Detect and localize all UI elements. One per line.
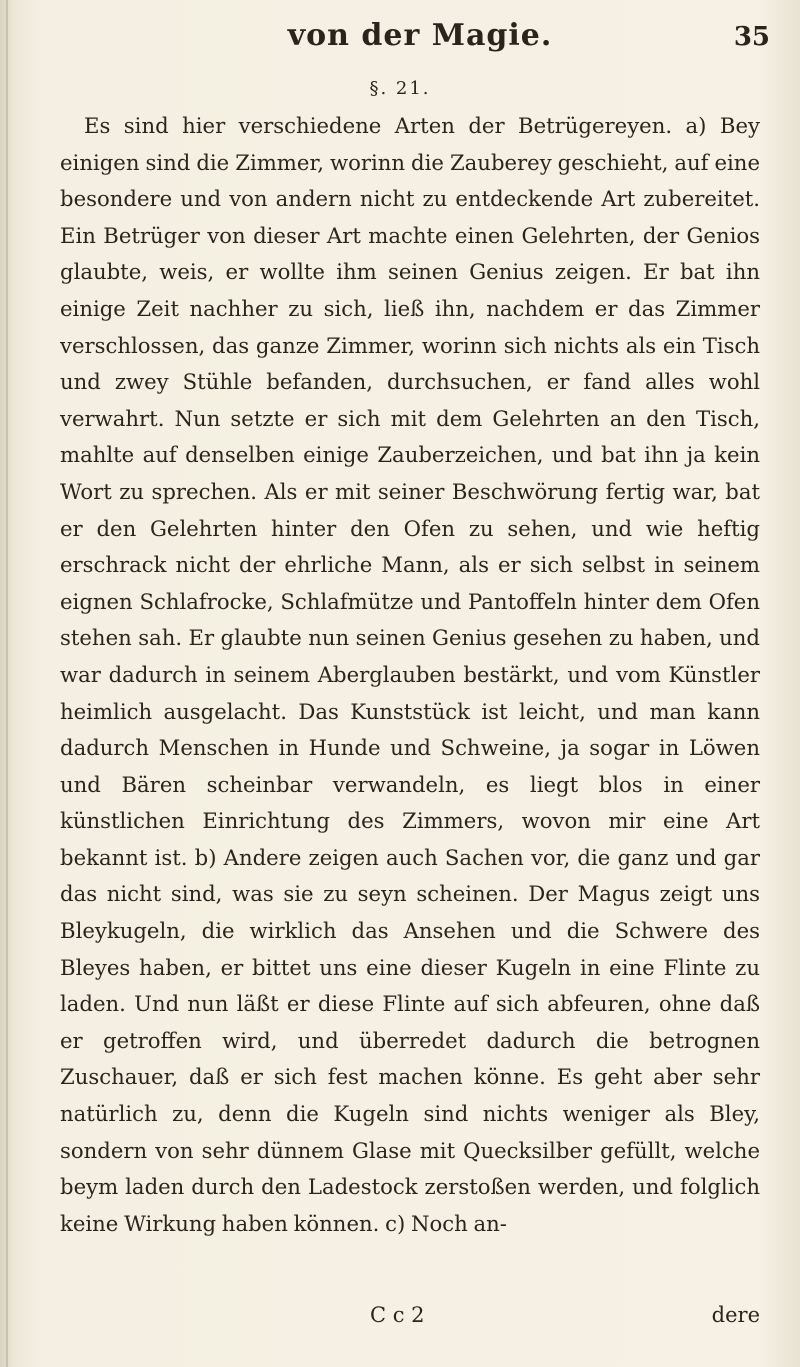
page-header (70, 10, 770, 60)
section-heading: §. 21. (369, 78, 431, 99)
body-text: Es sind hier verschiedene Arten der Betrügereyen. a) Bey einigen sind die Zimmer, worinn die Zauberey geschieht, auf eine besondere und von andern nicht zu entdeckende Art zubereitet. Ein Betrüger von dieser Art machte einen Gelehrten, der Genios glaubte, weis, er wollte ihm seinen Genius zeigen. Er bat ihn einige Zeit nachher zu sich, ließ ihn, nachdem er das Zimmer verschlossen, das ganze Zimmer, worinn sich nichts als ein Tisch und zwey Stühle befanden, durchsuchen, er fand alles wohl verwahrt. Nun setzte er sich mit dem Gelehrten an den Tisch, mahlte auf denselben einige Zauberzeichen, und bat ihn ja kein Wort zu sprechen. Als er mit seiner Beschwörung fertig war, bat er den Gelehrten hinter den Ofen zu sehen, und wie heftig erschrack nicht der ehrliche Mann, als er sich selbst in seinem eignen Schlafrocke, Schlafmütze und Pantoffeln hinter dem Ofen stehen sah. Er glaubte nun seinen Genius gesehen zu haben, und war dadurch in seinem Aberglauben bestärkt, und vom Künstler heimlich ausgelacht. Das Kunststück ist leicht, und man kann dadurch Menschen in Hunde und Schweine, ja sogar in Löwen und Bären scheinbar verwandeln, es liegt blos in einer künstlichen Einrichtung des Zimmers, wovon mir eine Art bekannt ist. b) Andere zeigen auch Sachen vor, die ganz und gar das nicht sind, was sie zu seyn scheinen. Der Magus zeigt uns Bleykugeln, die wirklich das Ansehen und die Schwere des Bleyes haben, er bittet uns eine dieser Kugeln in eine Flinte zu laden. Und nun läßt er diese Flinte auf sich abfeuren, ohne daß er getroffen wird, und überredet dadurch die betrognen Zuschauer, daß er sich fest machen könne. Es geht aber sehr natürlich zu, denn die Kugeln sind nichts weniger als Bley, sondern von sehr dünnem Glase mit Quecksilber gefüllt, welche beym laden durch den Ladestock zerstoßen werden, und folglich keine Wirkung haben können. c) Noch an- (60, 113, 760, 1236)
page-number: 35 (733, 22, 770, 52)
binding-gutter (6, 0, 8, 1367)
body-paragraph (60, 108, 760, 1242)
running-title: von der Magie. (287, 18, 553, 53)
catchword: dere (711, 1303, 760, 1327)
signature-mark: C c 2 (370, 1303, 425, 1327)
page-footer (60, 1303, 760, 1343)
